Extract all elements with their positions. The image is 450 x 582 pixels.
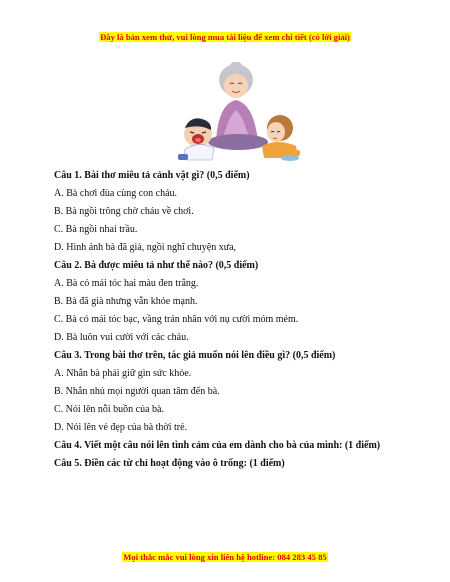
preview-banner-text: Đây là bản xem thử, vui lòng mua tài liệu để xem chi tiết (có lời giải) xyxy=(100,32,350,42)
hotline-footer xyxy=(0,547,450,565)
question-3 xyxy=(54,350,414,434)
preview-banner xyxy=(0,27,450,45)
question-title: Câu 5. Điền các từ chỉ hoạt động vào ô trống: (1 điểm) xyxy=(54,458,285,469)
question-5 xyxy=(54,458,414,470)
option-b: B. Bà đã già nhưng vẫn khỏe mạnh. xyxy=(54,296,198,307)
option-d: D. Hình ảnh bà đã già, ngồi nghĩ chuyện xưa, xyxy=(54,242,237,253)
option-c: C. Bà có mái tóc bạc, vầng trán nhăn với nụ cười móm mém. xyxy=(54,314,299,325)
option-a: A. Bà chơi đùa cùng con cháu. xyxy=(54,188,178,199)
question-1 xyxy=(54,170,414,254)
question-title: Câu 4. Viết một câu nói lên tình cảm của em dành cho bà của mình: (1 điểm) xyxy=(54,440,381,451)
question-title: Câu 3. Trong bài thơ trên, tác giả muốn nói lên điều gì? (0,5 điểm) xyxy=(54,350,336,361)
option-a: A. Bà có mái tóc hai màu đen trắng. xyxy=(54,278,199,289)
question-2 xyxy=(54,260,414,344)
option-d: D. Bà luôn vui cười với các cháu. xyxy=(54,332,189,343)
option-b: B. Nhắn nhủ mọi người quan tâm đến bà. xyxy=(54,386,220,397)
hotline-text: Mọi thắc mắc vui lòng xin liên hệ hotline: 084 283 45 85 xyxy=(123,552,327,562)
question-4 xyxy=(54,440,414,452)
question-title: Câu 1. Bài thơ miêu tả cảnh vật gì? (0,5 điểm) xyxy=(54,170,250,181)
option-c: C. Nói lên nỗi buồn của bà. xyxy=(54,404,164,415)
question-title: Câu 2. Bà được miêu tả như thế nào? (0,5 điểm) xyxy=(54,260,259,271)
option-c: C. Bà ngồi nhai trầu. xyxy=(54,224,138,235)
option-a: A. Nhắn bà phải giữ gìn sức khỏe. xyxy=(54,368,192,379)
option-b: B. Bà ngồi trông chờ cháu về chơi. xyxy=(54,206,194,217)
option-d: D. Nói lên vẻ đẹp của bà thời trẻ. xyxy=(54,422,188,433)
questions-section xyxy=(54,170,414,476)
grandmother-children-illustration xyxy=(178,62,302,162)
